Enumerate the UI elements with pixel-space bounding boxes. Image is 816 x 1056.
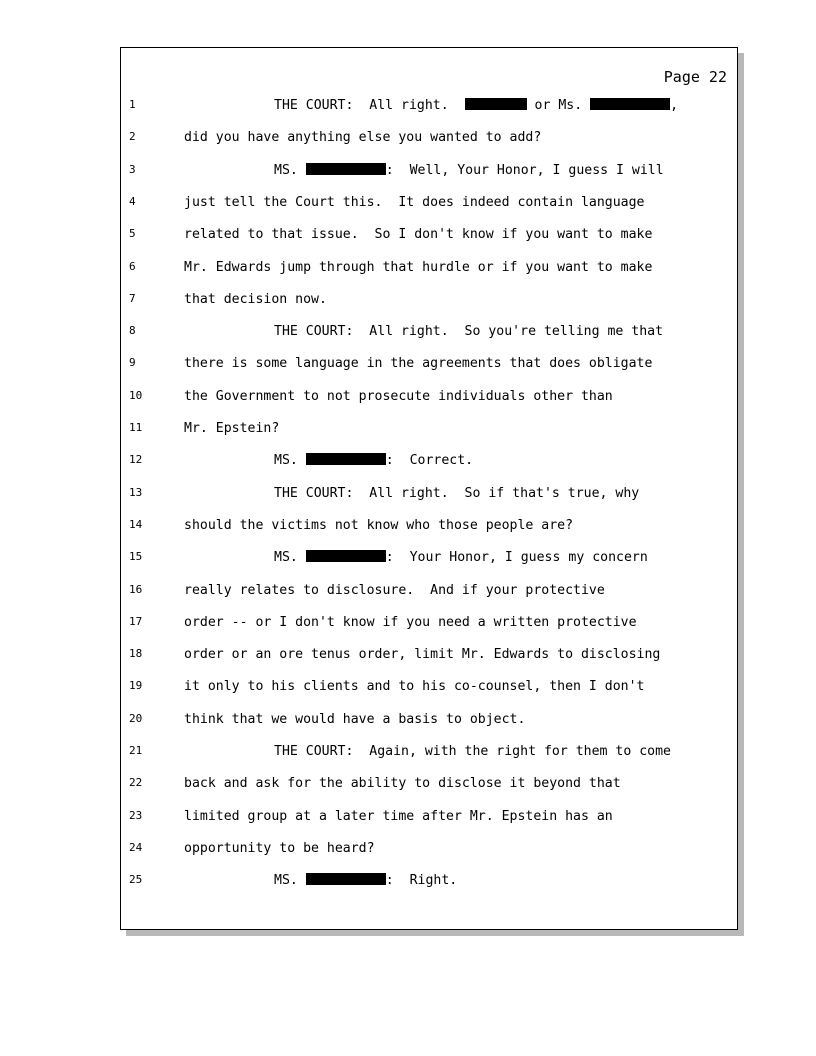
line-number: 25: [129, 873, 143, 887]
transcript-line: [121, 356, 737, 376]
line-number: 21: [129, 744, 143, 757]
line-text: [184, 583, 605, 598]
text-segment: related to that issue. So I don't know if you want to make: [184, 227, 653, 243]
text-segment: ,: [670, 98, 679, 113]
transcript-line: [121, 873, 737, 893]
line-number: 18: [129, 647, 143, 661]
line-number: 17: [129, 614, 143, 628]
transcript-line: [121, 809, 737, 829]
line-number: 3: [129, 162, 136, 176]
text-segment: THE COURT: All right. So if that's true, why: [274, 485, 640, 501]
text-segment: THE COURT: All right. So you're telling me that: [274, 324, 664, 340]
text-segment: back and ask for the ability to disclose it beyond that: [184, 776, 621, 792]
text-segment: think that we would have a basis to object.: [184, 711, 526, 727]
text-segment: Mr. Edwards jump through that hurdle or if you want to make: [184, 259, 653, 275]
text-segment: THE COURT: All right.: [274, 98, 465, 113]
line-text: [184, 712, 525, 727]
text-segment: THE COURT: Again, with the right for them to come: [274, 744, 671, 759]
line-number: 8: [129, 324, 136, 338]
line-number: 9: [129, 356, 136, 370]
line-number: 13: [129, 485, 143, 499]
text-segment: : Correct.: [385, 453, 474, 469]
line-text: [184, 615, 637, 630]
redaction-box: [306, 873, 386, 885]
line-number: 11: [129, 421, 143, 434]
line-number: 12: [129, 453, 143, 467]
line-text: [184, 518, 573, 533]
text-segment: the Government to not prosecute individuals other than: [184, 388, 613, 404]
line-text: [274, 486, 639, 501]
text-segment: really relates to disclosure. And if your protective: [184, 582, 605, 598]
text-segment: MS.: [274, 453, 306, 469]
transcript-line: [121, 130, 737, 150]
redaction-box: [306, 453, 386, 465]
page-number: Page 22: [663, 68, 727, 86]
text-segment: : Well, Your Honor, I guess I will: [385, 162, 664, 178]
line-text: [184, 389, 613, 404]
redaction-box: [590, 98, 670, 110]
transcript-line: [121, 712, 737, 732]
line-number: 10: [129, 388, 143, 402]
redaction-box: [465, 98, 527, 110]
line-text: [184, 195, 645, 210]
line-number: 22: [129, 776, 143, 790]
text-segment: MS.: [274, 873, 306, 889]
redaction-box: [306, 163, 386, 175]
line-number: 6: [129, 259, 136, 273]
transcript-line: [121, 518, 737, 538]
transcript-line: [121, 453, 737, 473]
text-segment: order -- or I don't know if you need a written protective: [184, 614, 637, 630]
line-number: 14: [129, 517, 143, 531]
transcript-line: [121, 98, 737, 118]
line-number: 16: [129, 582, 143, 596]
line-number: 1: [129, 98, 136, 111]
transcript-line: [121, 841, 737, 861]
text-segment: Mr. Epstein?: [184, 421, 280, 436]
text-segment: MS.: [274, 550, 306, 566]
text-segment: it only to his clients and to his co-counsel, then I don't: [184, 679, 645, 695]
line-text: [274, 324, 663, 339]
line-text: [184, 356, 652, 371]
line-number: 7: [129, 291, 136, 305]
text-segment: limited group at a later time after Mr. Epstein has an: [184, 808, 613, 824]
text-segment: just tell the Court this. It does indeed contain language: [184, 194, 645, 210]
text-segment: there is some language in the agreements that does obligate: [184, 356, 653, 372]
transcript-line: [121, 744, 737, 764]
transcript-line: [121, 679, 737, 699]
transcript-line: [121, 486, 737, 506]
line-number: 5: [129, 227, 136, 241]
line-number: 2: [129, 130, 136, 144]
transcript-line: [121, 647, 737, 667]
text-segment: or Ms.: [526, 98, 591, 113]
text-segment: : Your Honor, I guess my concern: [385, 550, 648, 566]
text-segment: order or an ore tenus order, limit Mr. Edwards to disclosing: [184, 647, 661, 663]
line-number: 19: [129, 679, 143, 693]
transcript-line: [121, 421, 737, 441]
transcript-line: [121, 550, 737, 570]
transcript-line: [121, 615, 737, 635]
text-segment: did you have anything else you wanted to add?: [184, 130, 542, 146]
line-number: 20: [129, 711, 143, 725]
line-text: [184, 421, 279, 436]
text-segment: : Right.: [385, 873, 458, 889]
text-segment: that decision now.: [184, 291, 327, 307]
transcript-line: [121, 324, 737, 344]
line-text: [274, 744, 671, 759]
transcript-line: [121, 292, 737, 312]
line-number: 4: [129, 194, 136, 208]
transcript-line: [121, 195, 737, 215]
line-number: 15: [129, 550, 143, 564]
line-text: [274, 550, 648, 565]
line-text: [184, 809, 613, 824]
line-text: [274, 163, 664, 178]
redaction-box: [306, 550, 386, 562]
line-text: [184, 130, 541, 145]
line-text: [274, 98, 678, 113]
line-number: 23: [129, 808, 143, 822]
text-segment: should the victims not know who those people are?: [184, 517, 574, 533]
line-text: [184, 841, 375, 856]
line-number: 24: [129, 840, 143, 854]
line-text: [184, 292, 327, 307]
line-text: [184, 647, 660, 662]
transcript-page: [120, 47, 738, 930]
line-text: [274, 873, 457, 888]
text-segment: opportunity to be heard?: [184, 840, 375, 856]
transcript-line: [121, 260, 737, 280]
transcript-line: [121, 227, 737, 247]
line-text: [274, 453, 473, 468]
text-segment: MS.: [274, 162, 306, 178]
line-text: [184, 260, 652, 275]
transcript-line: [121, 776, 737, 796]
line-text: [184, 776, 621, 791]
transcript-line: [121, 583, 737, 603]
line-text: [184, 679, 645, 694]
transcript-line: [121, 163, 737, 183]
line-text: [184, 227, 652, 242]
transcript-line: [121, 389, 737, 409]
